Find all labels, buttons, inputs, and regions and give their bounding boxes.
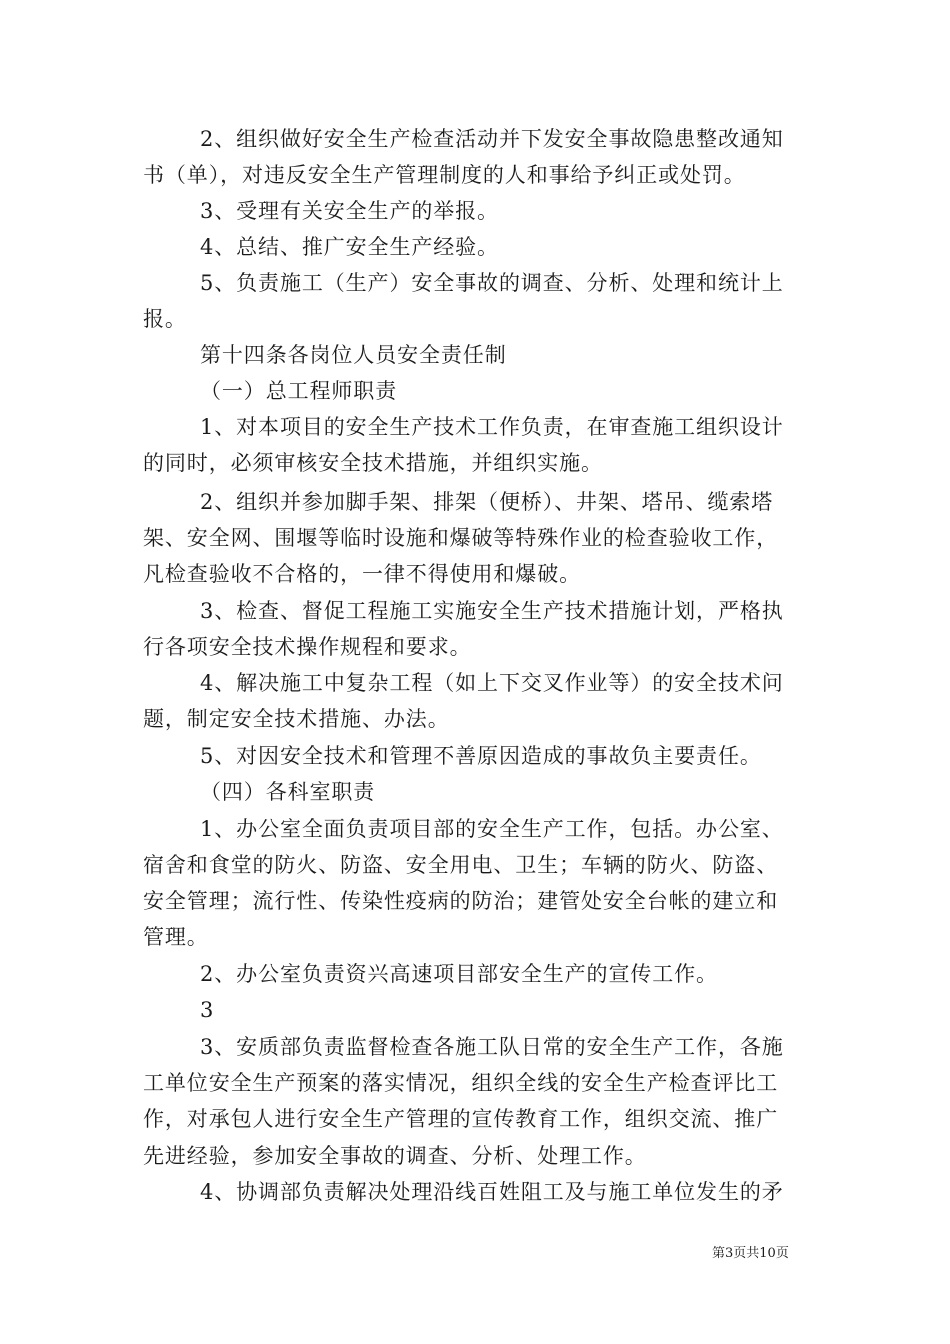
text-line: 工单位安全生产预案的落实情况，组织全线的安全生产检查评比工 — [143, 1071, 779, 1095]
text-line: 先进经验，参加安全事故的调查、分析、处理工作。 — [143, 1144, 647, 1168]
text-line: 5、对因安全技术和管理不善原因造成的事故负主要责任。 — [200, 744, 762, 768]
text-line: 1、对本项目的安全生产技术工作负责，在审查施工组织设计 — [200, 415, 784, 439]
text-line: 3、安质部负责监督检查各施工队日常的安全生产工作，各施 — [200, 1035, 784, 1059]
text-line: 作，对承包人进行安全生产管理的宣传教育工作，组织交流、推广 — [143, 1107, 779, 1131]
text-line: 书（单），对违反安全生产管理制度的人和事给予纠正或处罚。 — [143, 163, 746, 187]
text-line: 3、受理有关安全生产的举报。 — [200, 199, 499, 223]
section-heading: 第十四条各岗位人员安全责任制 — [200, 343, 507, 367]
text-line: 安全管理；流行性、传染性疫病的防治；建管处安全台帐的建立和 — [143, 889, 779, 913]
subsection-heading: （四）各科室职责 — [200, 780, 376, 804]
text-line: 2、组织做好安全生产检查活动并下发安全事故隐患整改通知 — [200, 127, 784, 151]
text-line: 3 — [200, 998, 215, 1022]
text-line: 5、负责施工（生产）安全事故的调查、分析、处理和统计上 — [200, 271, 784, 295]
text-line: 报。 — [143, 307, 187, 331]
text-line: 4、协调部负责解决处理沿线百姓阻工及与施工单位发生的矛 — [200, 1180, 784, 1204]
text-line: 题，制定安全技术措施、办法。 — [143, 707, 450, 731]
page-number-footer: 第3页共10页 — [712, 1246, 789, 1261]
subsection-heading: （一）总工程师职责 — [200, 379, 398, 403]
text-line: 宿舍和食堂的防火、防盗、安全用电、卫生；车辆的防火、防盗、 — [143, 853, 779, 877]
text-line: 2、组织并参加脚手架、排架（便桥）、井架、塔吊、缆索塔 — [200, 490, 774, 514]
text-line: 3、检查、督促工程施工实施安全生产技术措施计划，严格执 — [200, 599, 784, 623]
text-line: 4、解决施工中复杂工程（如上下交叉作业等）的安全技术问 — [200, 671, 784, 695]
text-line: 的同时，必须审核安全技术措施，并组织实施。 — [143, 451, 603, 475]
text-line: 架、安全网、围堰等临时设施和爆破等特殊作业的检查验收工作， — [143, 526, 779, 550]
text-line: 2、办公室负责资兴高速项目部安全生产的宣传工作。 — [200, 962, 718, 986]
text-line: 行各项安全技术操作规程和要求。 — [143, 635, 472, 659]
text-line: 4、总结、推广安全生产经验。 — [200, 235, 499, 259]
text-line: 1、办公室全面负责项目部的安全生产工作，包括。办公室、 — [200, 817, 784, 841]
text-line: 管理。 — [143, 925, 209, 949]
text-line: 凡检查验收不合格的，一律不得使用和爆破。 — [143, 562, 581, 586]
